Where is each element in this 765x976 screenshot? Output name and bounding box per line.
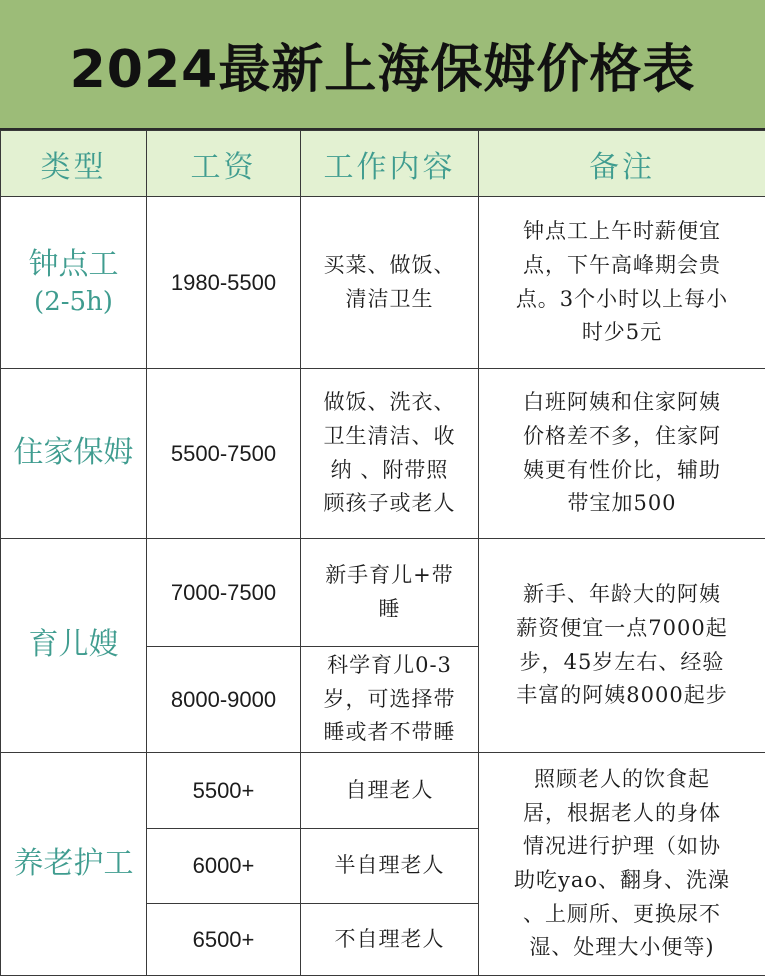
note-line: 姨更有性价比，辅助 bbox=[479, 454, 765, 488]
type-cell: 养老护工 bbox=[1, 753, 147, 976]
content-cell: 自理老人 bbox=[301, 753, 479, 829]
type-cell bbox=[1, 197, 147, 369]
content-line: 睡 bbox=[301, 593, 478, 627]
table-row bbox=[1, 753, 765, 829]
content-line: 清洁卫生 bbox=[301, 283, 478, 317]
note-line: 价格差不多，住家阿 bbox=[479, 420, 765, 454]
salary-cell: 1980-5500 bbox=[147, 197, 301, 369]
content-line: 顾孩子或老人 bbox=[301, 487, 478, 521]
title-bar bbox=[0, 0, 765, 130]
salary-cell: 6000+ bbox=[147, 829, 301, 904]
note-cell bbox=[479, 753, 765, 976]
content-line: 睡或者不带睡 bbox=[301, 716, 478, 750]
note-cell bbox=[479, 539, 765, 753]
note-line: 步，45岁左右、经验 bbox=[479, 646, 765, 680]
header-salary: 工资 bbox=[147, 131, 301, 197]
salary-cell: 8000-9000 bbox=[147, 647, 301, 753]
note-line: 时少5元 bbox=[479, 316, 765, 350]
note-line: 助吃yao、翻身、洗澡 bbox=[479, 864, 765, 898]
content-line: 纳 、附带照 bbox=[301, 454, 478, 488]
content-cell bbox=[301, 197, 479, 369]
note-line: 居，根据老人的身体 bbox=[479, 797, 765, 831]
header-note: 备注 bbox=[479, 131, 765, 197]
salary-cell: 5500+ bbox=[147, 753, 301, 829]
note-line: 湿、处理大小便等) bbox=[479, 931, 765, 965]
type-sublabel: (2-5h) bbox=[1, 285, 146, 320]
content-cell: 不自理老人 bbox=[301, 904, 479, 976]
content-cell bbox=[301, 647, 479, 753]
note-line: 、上厕所、更换尿不 bbox=[479, 898, 765, 932]
content-line: 科学育儿0-3 bbox=[301, 649, 478, 683]
note-line: 点。3个小时以上每小 bbox=[479, 283, 765, 317]
content-line: 新手育儿+带 bbox=[301, 559, 478, 593]
content-line: 买菜、做饭、 bbox=[301, 249, 478, 283]
content-line: 岁，可选择带 bbox=[301, 683, 478, 717]
table-row bbox=[1, 539, 765, 647]
note-line: 白班阿姨和住家阿姨 bbox=[479, 386, 765, 420]
note-line: 带宝加500 bbox=[479, 487, 765, 521]
header-content: 工作内容 bbox=[301, 131, 479, 197]
type-label: 钟点工 bbox=[1, 245, 146, 286]
table-header-row bbox=[1, 131, 765, 197]
salary-cell: 6500+ bbox=[147, 904, 301, 976]
note-line: 钟点工上午时薪便宜 bbox=[479, 215, 765, 249]
note-cell bbox=[479, 369, 765, 539]
price-table bbox=[0, 130, 765, 976]
content-cell bbox=[301, 539, 479, 647]
note-line: 丰富的阿姨8000起步 bbox=[479, 679, 765, 713]
note-cell bbox=[479, 197, 765, 369]
table-row bbox=[1, 197, 765, 369]
type-cell: 住家保姆 bbox=[1, 369, 147, 539]
content-line: 做饭、洗衣、 bbox=[301, 386, 478, 420]
content-cell bbox=[301, 369, 479, 539]
table-row bbox=[1, 369, 765, 539]
header-type: 类型 bbox=[1, 131, 147, 197]
content-line: 卫生清洁、收 bbox=[301, 420, 478, 454]
page-title: 2024最新上海保姆价格表 bbox=[70, 27, 696, 102]
note-line: 新手、年龄大的阿姨 bbox=[479, 578, 765, 612]
note-line: 薪资便宜一点7000起 bbox=[479, 612, 765, 646]
note-line: 点，下午高峰期会贵 bbox=[479, 249, 765, 283]
note-line: 照顾老人的饮食起 bbox=[479, 763, 765, 797]
salary-cell: 5500-7500 bbox=[147, 369, 301, 539]
note-line: 情况进行护理（如协 bbox=[479, 830, 765, 864]
type-cell: 育儿嫂 bbox=[1, 539, 147, 753]
content-cell: 半自理老人 bbox=[301, 829, 479, 904]
salary-cell: 7000-7500 bbox=[147, 539, 301, 647]
